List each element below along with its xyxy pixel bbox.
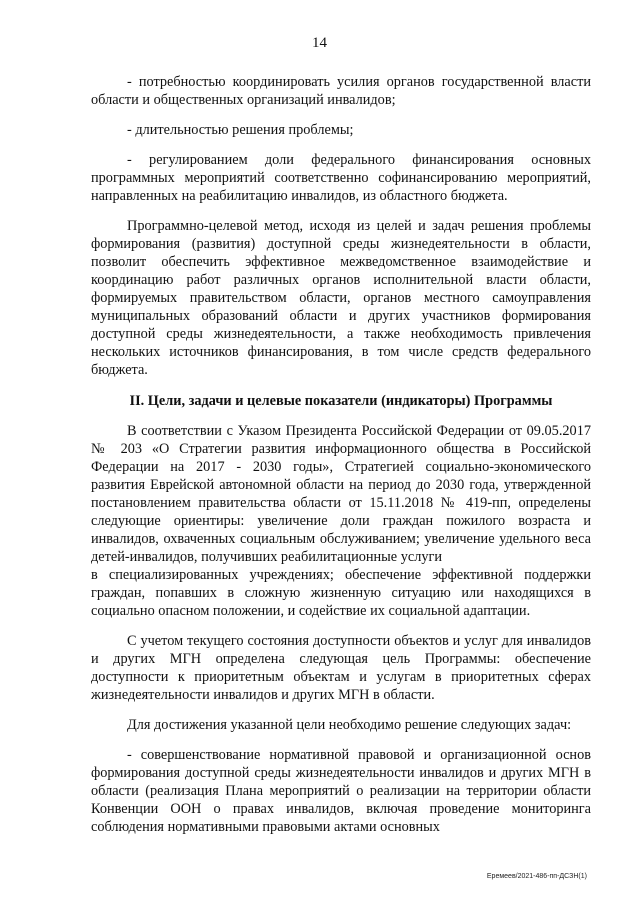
paragraph-decree-a: В соответствии с Указом Президента Российской Федерации от 09.05.2017 № 203 «О Стратегии развития информационного общества в Российской Федерации на 2017 - 2030 годы», Стратегией социально-экономического развития Еврейской автономной области на период до 2030 года, утвержденной постановлением правительства области от 15.11.2018 № 419-пп, определены следующие ориентиры: увеличение доли граждан пожилого возраста и инвалидов, охваченных социальным обслуживанием; увеличение удельного веса детей-инвалидов, получивших реабилитационные услуги xyxy=(91,423,591,565)
paragraph-coordination: - потребностью координировать усилия органов государственной власти области и общественных организаций инвалидов; xyxy=(91,74,591,108)
paragraph-federal-funding: - регулированием доли федерального финансирования основных программных мероприятий соответственно софинансированию мероприятий, направленных на реабилитацию инвалидов, из областного бюджета. xyxy=(91,152,591,204)
paragraph-duration: - длительностью решения проблемы; xyxy=(127,122,354,138)
paragraph-program-method: Программно-целевой метод, исходя из целей и задач решения проблемы формирования (развития) доступной среды жизнедеятельности в области, позволит обеспечить эффективное межведомственное взаимодействие и координацию работ различных органов исполнительной власти области, формируемых правительством области, органов местного самоуправления муниципальных образований области и других участников формирования доступной среды жизнедеятельности, а также необходимость привлечения нескольких источников финансирования, в том числе средств федерального бюджета. xyxy=(91,218,591,378)
document-body xyxy=(91,73,591,836)
page-number: 14 xyxy=(312,35,327,51)
document-footer-code: Еремеев/2021-486-пп-ДСЗН(1) xyxy=(486,873,587,880)
section-heading: II. Цели, задачи и целевые показатели (индикаторы) Программы xyxy=(129,393,553,409)
paragraph-task-regulatory: - совершенствование нормативной правовой и организационной основ формирования доступной среды жизнедеятельности инвалидов и других МГН в области (реализация Плана мероприятий о реализации на территории области Конвенции ООН о правах инвалидов, включая проведение мониторинга соблюдения нормативными правовыми актами основных xyxy=(91,747,591,835)
paragraph-tasks-intro: Для достижения указанной цели необходимо решение следующих задач: xyxy=(127,717,572,733)
paragraph-program-goal: С учетом текущего состояния доступности объектов и услуг для инвалидов и других МГН определена следующая цель Программы: обеспечение доступности к приоритетным объектам и услугам в приоритетных сферах жизнедеятельности инвалидов и других МГН в области. xyxy=(91,633,591,703)
paragraph-decree-b: в специализированных учреждениях; обеспечение эффективной поддержки граждан, попавших в сложную жизненную ситуацию или находящихся в социально опасном положении, и содействие их социальной адаптации. xyxy=(91,567,591,619)
